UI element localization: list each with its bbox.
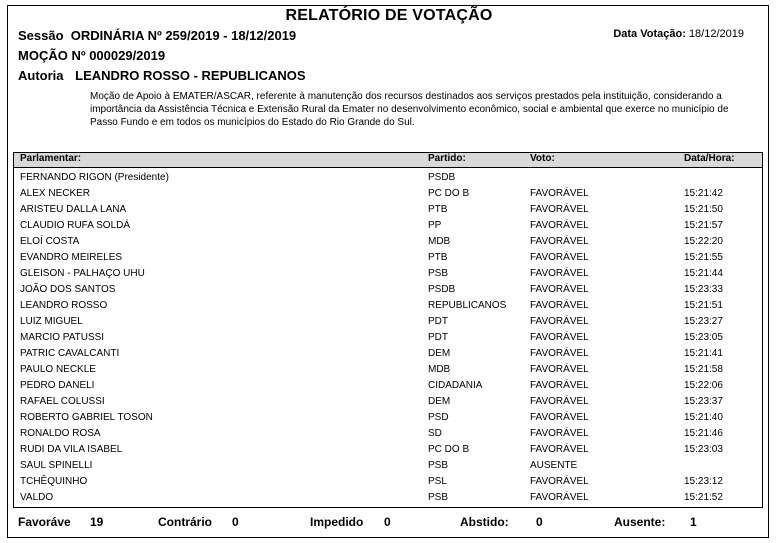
cell-hora: 15:23:27	[684, 316, 723, 327]
table-row	[14, 410, 762, 426]
cell-partido: PTB	[428, 204, 448, 215]
authorship-line	[18, 68, 306, 83]
cell-parlamentar: SAUL SPINELLI	[20, 460, 93, 471]
authorship-label: Autoria	[18, 68, 64, 83]
table-row	[14, 490, 762, 506]
table-row	[14, 458, 762, 474]
cell-parlamentar: FERNANDO RIGON (Presidente)	[20, 172, 169, 183]
table-row	[14, 442, 762, 458]
cell-partido: PDT	[428, 332, 448, 343]
table-row	[14, 394, 762, 410]
report-title: RELATÓRIO DE VOTAÇÃO	[285, 7, 493, 24]
table-row	[14, 474, 762, 490]
cell-hora: 15:23:37	[684, 396, 723, 407]
table-row	[14, 250, 762, 266]
cell-parlamentar: RAFAEL COLUSSI	[20, 396, 105, 407]
table-row	[14, 202, 762, 218]
cell-hora: 15:23:12	[684, 476, 723, 487]
table-row	[14, 186, 762, 202]
table-row	[14, 378, 762, 394]
table-header	[14, 153, 762, 168]
cell-hora: 15:23:33	[684, 284, 723, 295]
cell-hora: 15:21:57	[684, 220, 723, 231]
cell-voto: FAVORÁVEL	[530, 204, 589, 215]
cell-partido: DEM	[428, 396, 451, 407]
cell-partido: PSD	[428, 412, 449, 423]
table-row	[14, 330, 762, 346]
cell-voto: FAVORÁVEL	[530, 444, 589, 455]
cell-parlamentar: LEANDRO ROSSO	[20, 300, 108, 311]
cell-voto: AUSENTE	[530, 460, 578, 471]
vote-date-value: 18/12/2019	[688, 28, 744, 40]
total-favoravel-value: 19	[90, 515, 104, 529]
cell-partido: PSL	[428, 476, 447, 487]
motion-description: Moção de Apoio à EMATER/ASCAR, referente à manutenção dos recursos destinados aos serviços prestados pela instituição, considerando a importância da Assistência Técnica e Extensão Rural da Emater no desenvolvimento econômico, social e ambiental que exerce no município de Passo Fundo e em todos os municípios do Estado do Rio Grande do Sul.	[90, 91, 729, 128]
cell-hora: 15:21:46	[684, 428, 723, 439]
cell-partido: DEM	[428, 348, 451, 359]
cell-parlamentar: LUIZ MIGUEL	[20, 316, 83, 327]
cell-parlamentar: RONALDO ROSA	[20, 428, 101, 439]
cell-partido: PTB	[428, 252, 448, 263]
cell-partido: MDB	[428, 364, 451, 375]
cell-voto: FAVORÁVEL	[530, 364, 589, 375]
total-favoravel-label: Favoráve	[18, 515, 71, 529]
cell-voto: FAVORÁVEL	[530, 220, 589, 231]
session-label: Sessão	[18, 28, 64, 43]
cell-partido: PC DO B	[428, 188, 470, 199]
vote-date-label: Data Votação:	[613, 28, 686, 40]
totals-bar	[18, 515, 758, 533]
cell-partido: PDT	[428, 316, 448, 327]
cell-partido: REPUBLICANOS	[428, 300, 507, 311]
table-row	[14, 266, 762, 282]
cell-hora: 15:21:51	[684, 300, 723, 311]
cell-voto: FAVORÁVEL	[530, 268, 589, 279]
cell-voto: FAVORÁVEL	[530, 412, 589, 423]
cell-parlamentar: VALDO	[20, 492, 54, 503]
cell-partido: SD	[428, 428, 442, 439]
cell-partido: PC DO B	[428, 444, 470, 455]
cell-hora: 15:22:06	[684, 380, 723, 391]
total-abstido-value: 0	[536, 515, 543, 529]
cell-hora: 15:21:52	[684, 492, 723, 503]
motion-number: MOÇÃO Nº 000029/2019	[18, 48, 166, 63]
cell-hora: 15:21:40	[684, 412, 723, 423]
cell-parlamentar: ARISTEU DALLA LANA	[20, 204, 127, 215]
cell-partido: PSB	[428, 492, 449, 503]
cell-voto: FAVORÁVEL	[530, 316, 589, 327]
cell-parlamentar: ELOÍ COSTA	[20, 236, 80, 247]
session-line	[18, 28, 296, 43]
cell-hora: 15:21:42	[684, 188, 723, 199]
cell-hora: 15:22:20	[684, 236, 723, 247]
authorship-value: LEANDRO ROSSO - REPUBLICANOS	[75, 68, 306, 83]
cell-voto: FAVORÁVEL	[530, 300, 589, 311]
total-ausente-value: 1	[690, 515, 697, 529]
table-row	[14, 234, 762, 250]
table-body	[14, 170, 762, 506]
cell-parlamentar: TCHÊQUINHO	[20, 476, 88, 487]
cell-parlamentar: GLEISON - PALHAÇO UHU	[20, 268, 145, 279]
table-row	[14, 170, 762, 186]
cell-voto: FAVORÁVEL	[530, 396, 589, 407]
header-parlamentar: Parlamentar:	[20, 153, 82, 164]
table-row	[14, 314, 762, 330]
table-row	[14, 218, 762, 234]
cell-parlamentar: PEDRO DANELI	[20, 380, 95, 391]
header-partido: Partido:	[428, 153, 466, 164]
cell-parlamentar: EVANDRO MEIRELES	[20, 252, 123, 263]
header-voto: Voto:	[530, 153, 555, 164]
cell-hora: 15:21:58	[684, 364, 723, 375]
cell-voto: FAVORÁVEL	[530, 348, 589, 359]
cell-voto: FAVORÁVEL	[530, 428, 589, 439]
cell-hora: 15:21:41	[684, 348, 723, 359]
table-row	[14, 346, 762, 362]
cell-voto: FAVORÁVEL	[530, 236, 589, 247]
cell-parlamentar: ALEX NECKER	[20, 188, 91, 199]
cell-voto: FAVORÁVEL	[530, 380, 589, 391]
table-row	[14, 298, 762, 314]
total-contrario-label: Contrário	[158, 515, 212, 529]
session-value: ORDINÁRIA Nº 259/2019 - 18/12/2019	[70, 28, 297, 43]
cell-partido: PSB	[428, 268, 449, 279]
cell-voto: FAVORÁVEL	[530, 252, 589, 263]
total-impedido-label: Impedido	[310, 515, 364, 529]
cell-partido: PSDB	[428, 172, 456, 183]
cell-parlamentar: PAULO NECKLE	[20, 364, 96, 375]
vote-date	[613, 28, 744, 40]
cell-voto: FAVORÁVEL	[530, 332, 589, 343]
total-abstido-label: Abstido:	[460, 515, 509, 529]
total-contrario-value: 0	[232, 515, 239, 529]
cell-parlamentar: JOÃO DOS SANTOS	[20, 284, 116, 295]
cell-hora: 15:21:50	[684, 204, 723, 215]
cell-parlamentar: ROBERTO GABRIEL TOSON	[20, 412, 153, 423]
cell-partido: MDB	[428, 236, 451, 247]
cell-hora: 15:21:55	[684, 252, 723, 263]
votes-table	[13, 152, 763, 508]
cell-partido: PSB	[428, 460, 449, 471]
table-row	[14, 426, 762, 442]
total-impedido-value: 0	[384, 515, 391, 529]
cell-parlamentar: PATRIC CAVALCANTI	[20, 348, 120, 359]
table-row	[14, 282, 762, 298]
cell-hora: 15:23:05	[684, 332, 723, 343]
cell-voto: FAVORÁVEL	[530, 284, 589, 295]
header-hora: Data/Hora:	[684, 153, 735, 164]
table-row	[14, 362, 762, 378]
cell-parlamentar: RUDI DA VILA ISABEL	[20, 444, 123, 455]
cell-hora: 15:21:44	[684, 268, 723, 279]
cell-partido: PSDB	[428, 284, 456, 295]
report-frame	[7, 5, 769, 538]
cell-voto: FAVORÁVEL	[530, 476, 589, 487]
cell-parlamentar: CLAUDIO RUFA SOLDÁ	[20, 220, 131, 231]
cell-voto: FAVORÁVEL	[530, 188, 589, 199]
total-ausente-label: Ausente:	[614, 515, 666, 529]
cell-partido: PP	[428, 220, 442, 231]
cell-partido: CIDADANIA	[428, 380, 483, 391]
cell-hora: 15:23:03	[684, 444, 723, 455]
cell-voto: FAVORÁVEL	[530, 492, 589, 503]
cell-parlamentar: MARCIO PATUSSI	[20, 332, 105, 343]
